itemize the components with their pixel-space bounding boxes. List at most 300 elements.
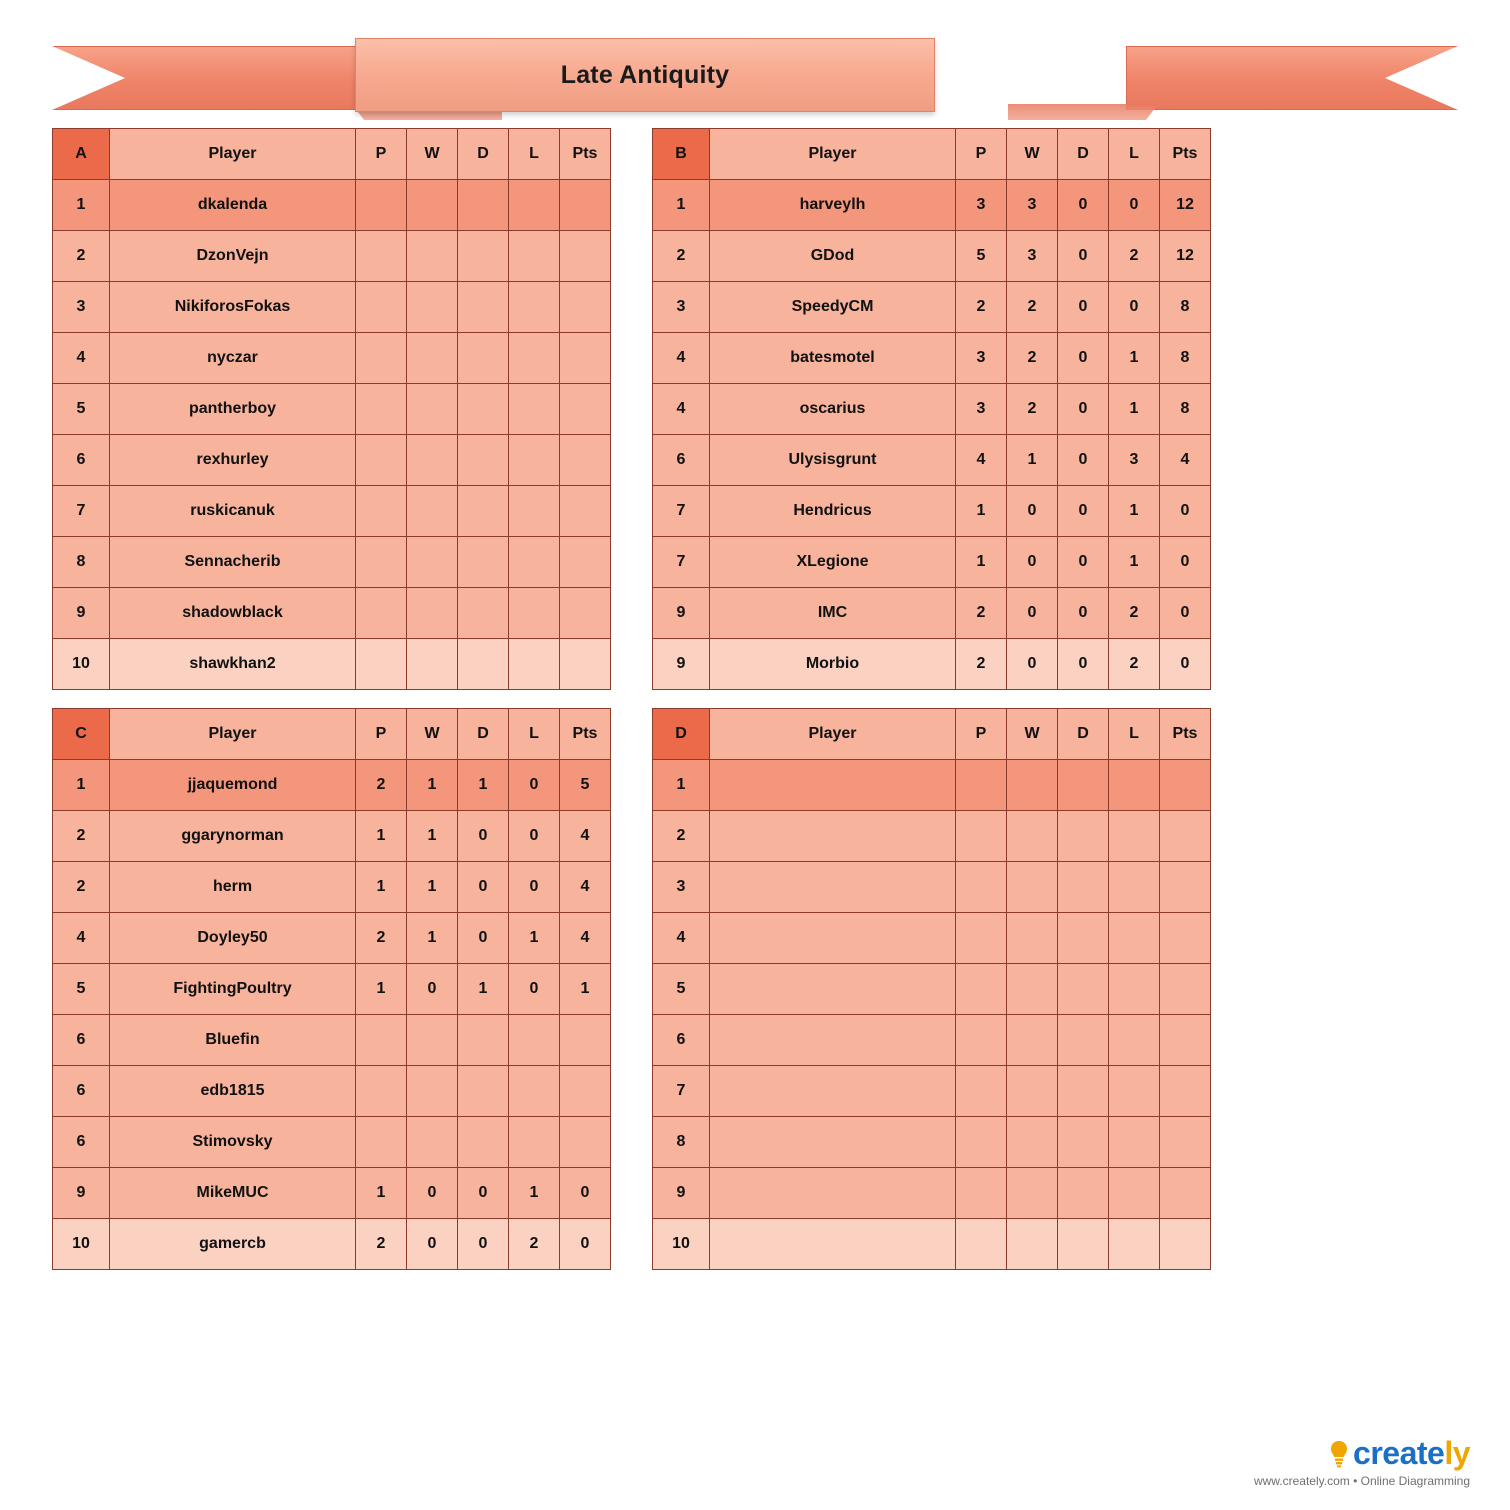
column-header-d: D <box>1058 129 1109 180</box>
lost-cell <box>1109 811 1160 862</box>
group-table-a <box>52 128 611 690</box>
points-cell <box>560 1066 611 1117</box>
points-cell <box>1160 1066 1211 1117</box>
player-cell <box>710 760 956 811</box>
player-cell <box>710 1117 956 1168</box>
rank-cell: 9 <box>653 588 710 639</box>
lost-cell: 1 <box>1109 486 1160 537</box>
drawn-cell: 0 <box>458 862 509 913</box>
lost-cell <box>1109 1117 1160 1168</box>
played-cell <box>356 282 407 333</box>
played-cell <box>956 1219 1007 1270</box>
played-cell <box>356 180 407 231</box>
played-cell <box>356 1066 407 1117</box>
points-cell <box>1160 811 1211 862</box>
table-row <box>53 1168 611 1219</box>
drawn-cell <box>1058 1117 1109 1168</box>
won-cell: 1 <box>407 913 458 964</box>
rank-cell: 4 <box>53 913 110 964</box>
drawn-cell: 0 <box>458 913 509 964</box>
lost-cell: 1 <box>1109 333 1160 384</box>
table-row <box>53 760 611 811</box>
table-row <box>653 180 1211 231</box>
player-cell: ggarynorman <box>110 811 356 862</box>
played-cell: 1 <box>356 862 407 913</box>
won-cell <box>1007 1066 1058 1117</box>
played-cell <box>956 1015 1007 1066</box>
won-cell <box>407 333 458 384</box>
lost-cell <box>509 639 560 690</box>
points-cell <box>1160 1117 1211 1168</box>
won-cell <box>1007 1117 1058 1168</box>
group-letter-header: B <box>653 129 710 180</box>
group-table-c <box>52 708 611 1270</box>
rank-cell: 6 <box>653 435 710 486</box>
won-cell: 0 <box>1007 486 1058 537</box>
points-cell <box>1160 1015 1211 1066</box>
played-cell: 2 <box>956 282 1007 333</box>
points-cell <box>560 180 611 231</box>
drawn-cell <box>458 537 509 588</box>
won-cell: 2 <box>1007 282 1058 333</box>
table-row <box>653 862 1211 913</box>
banner-ribbon-left <box>52 46 384 110</box>
lost-cell: 2 <box>1109 588 1160 639</box>
drawn-cell: 1 <box>458 760 509 811</box>
lost-cell <box>1109 1219 1160 1270</box>
drawn-cell: 0 <box>1058 384 1109 435</box>
played-cell: 3 <box>956 333 1007 384</box>
title-banner <box>0 38 1510 118</box>
played-cell: 1 <box>356 1168 407 1219</box>
lost-cell <box>1109 862 1160 913</box>
column-header-d: D <box>1058 709 1109 760</box>
drawn-cell <box>1058 964 1109 1015</box>
player-cell: shawkhan2 <box>110 639 356 690</box>
lost-cell <box>509 537 560 588</box>
banner-center-plate <box>355 38 935 112</box>
drawn-cell <box>458 282 509 333</box>
points-cell <box>560 384 611 435</box>
won-cell <box>1007 862 1058 913</box>
points-cell <box>1160 913 1211 964</box>
lost-cell: 0 <box>1109 282 1160 333</box>
column-header-pts: Pts <box>1160 709 1211 760</box>
points-cell <box>560 1117 611 1168</box>
rank-cell: 9 <box>653 639 710 690</box>
player-cell: ruskicanuk <box>110 486 356 537</box>
won-cell <box>407 1015 458 1066</box>
table-row <box>53 282 611 333</box>
drawn-cell: 0 <box>1058 537 1109 588</box>
played-cell <box>356 588 407 639</box>
drawn-cell <box>458 486 509 537</box>
table-row <box>653 1219 1211 1270</box>
played-cell <box>956 964 1007 1015</box>
rank-cell: 1 <box>53 760 110 811</box>
played-cell <box>356 384 407 435</box>
points-cell: 4 <box>560 862 611 913</box>
played-cell <box>356 1015 407 1066</box>
table-row <box>53 384 611 435</box>
table-row <box>653 588 1211 639</box>
rank-cell: 3 <box>653 282 710 333</box>
rank-cell: 7 <box>53 486 110 537</box>
player-cell: gamercb <box>110 1219 356 1270</box>
played-cell <box>956 1117 1007 1168</box>
rank-cell: 10 <box>653 1219 710 1270</box>
lost-cell <box>509 1117 560 1168</box>
won-cell: 2 <box>1007 384 1058 435</box>
rank-cell: 7 <box>653 537 710 588</box>
player-cell: NikiforosFokas <box>110 282 356 333</box>
player-cell: IMC <box>710 588 956 639</box>
table-row <box>653 811 1211 862</box>
won-cell: 0 <box>407 1168 458 1219</box>
points-cell <box>1160 760 1211 811</box>
points-cell: 0 <box>1160 639 1211 690</box>
player-cell: jjaquemond <box>110 760 356 811</box>
player-cell <box>710 1066 956 1117</box>
player-cell <box>710 1168 956 1219</box>
column-header-w: W <box>1007 709 1058 760</box>
rank-cell: 4 <box>653 384 710 435</box>
group-table-b <box>652 128 1211 690</box>
player-cell: batesmotel <box>710 333 956 384</box>
rank-cell: 2 <box>653 811 710 862</box>
table-row <box>53 862 611 913</box>
won-cell <box>1007 1015 1058 1066</box>
drawn-cell <box>458 435 509 486</box>
lost-cell <box>1109 913 1160 964</box>
points-cell: 5 <box>560 760 611 811</box>
column-header-p: P <box>956 129 1007 180</box>
lost-cell <box>1109 964 1160 1015</box>
drawn-cell <box>458 588 509 639</box>
played-cell: 2 <box>956 588 1007 639</box>
column-header-d: D <box>458 709 509 760</box>
won-cell <box>407 1117 458 1168</box>
table-row <box>653 384 1211 435</box>
creately-watermark <box>1254 1435 1470 1488</box>
player-cell: FightingPoultry <box>110 964 356 1015</box>
drawn-cell <box>458 384 509 435</box>
played-cell <box>356 1117 407 1168</box>
group-table-d <box>652 708 1211 1270</box>
lost-cell <box>509 180 560 231</box>
drawn-cell <box>1058 811 1109 862</box>
table-row <box>53 588 611 639</box>
won-cell <box>407 639 458 690</box>
player-cell: Doyley50 <box>110 913 356 964</box>
drawn-cell <box>458 1117 509 1168</box>
won-cell <box>407 282 458 333</box>
rank-cell: 4 <box>53 333 110 384</box>
table-row <box>653 964 1211 1015</box>
points-cell: 0 <box>1160 486 1211 537</box>
points-cell: 4 <box>560 913 611 964</box>
lost-cell <box>509 486 560 537</box>
player-cell: herm <box>110 862 356 913</box>
drawn-cell <box>1058 760 1109 811</box>
lost-cell: 0 <box>509 964 560 1015</box>
group-letter-header: A <box>53 129 110 180</box>
lost-cell <box>1109 1066 1160 1117</box>
banner-ribbon-right <box>1126 46 1458 110</box>
rank-cell: 9 <box>53 1168 110 1219</box>
won-cell <box>1007 760 1058 811</box>
drawn-cell <box>458 1015 509 1066</box>
won-cell: 3 <box>1007 180 1058 231</box>
player-cell: SpeedyCM <box>710 282 956 333</box>
drawn-cell: 0 <box>1058 231 1109 282</box>
played-cell <box>356 639 407 690</box>
won-cell: 1 <box>1007 435 1058 486</box>
lost-cell <box>1109 760 1160 811</box>
lost-cell: 1 <box>509 913 560 964</box>
table-row <box>53 913 611 964</box>
rank-cell: 8 <box>653 1117 710 1168</box>
won-cell <box>1007 1219 1058 1270</box>
lost-cell <box>509 1015 560 1066</box>
points-cell: 0 <box>1160 588 1211 639</box>
player-cell: rexhurley <box>110 435 356 486</box>
player-cell <box>710 1015 956 1066</box>
points-cell <box>560 537 611 588</box>
table-row <box>53 231 611 282</box>
won-cell: 1 <box>407 862 458 913</box>
rank-cell: 5 <box>53 964 110 1015</box>
played-cell: 3 <box>956 180 1007 231</box>
lost-cell <box>509 435 560 486</box>
column-header-w: W <box>1007 129 1058 180</box>
table-row <box>653 1168 1211 1219</box>
rank-cell: 3 <box>53 282 110 333</box>
rank-cell: 2 <box>53 862 110 913</box>
player-cell: Hendricus <box>710 486 956 537</box>
played-cell: 1 <box>356 964 407 1015</box>
rank-cell: 1 <box>653 760 710 811</box>
drawn-cell: 0 <box>1058 333 1109 384</box>
column-header-player: Player <box>110 129 356 180</box>
lightbulb-icon <box>1329 1440 1349 1468</box>
player-cell: Ulysisgrunt <box>710 435 956 486</box>
column-header-d: D <box>458 129 509 180</box>
points-cell: 12 <box>1160 180 1211 231</box>
player-cell <box>710 862 956 913</box>
won-cell: 0 <box>1007 639 1058 690</box>
player-cell: XLegione <box>710 537 956 588</box>
player-cell <box>710 913 956 964</box>
lost-cell: 3 <box>1109 435 1160 486</box>
drawn-cell <box>458 639 509 690</box>
column-header-pts: Pts <box>1160 129 1211 180</box>
rank-cell: 1 <box>653 180 710 231</box>
played-cell: 5 <box>956 231 1007 282</box>
lost-cell: 1 <box>1109 384 1160 435</box>
table-row <box>53 811 611 862</box>
lost-cell: 1 <box>509 1168 560 1219</box>
column-header-pts: Pts <box>560 129 611 180</box>
drawn-cell <box>1058 862 1109 913</box>
points-cell: 8 <box>1160 333 1211 384</box>
points-cell <box>560 639 611 690</box>
played-cell: 1 <box>956 537 1007 588</box>
won-cell: 0 <box>1007 537 1058 588</box>
table-row <box>653 231 1211 282</box>
drawn-cell <box>458 333 509 384</box>
points-cell: 8 <box>1160 282 1211 333</box>
player-cell: shadowblack <box>110 588 356 639</box>
points-cell: 12 <box>1160 231 1211 282</box>
table-row <box>53 1015 611 1066</box>
drawn-cell: 0 <box>1058 180 1109 231</box>
lost-cell: 2 <box>1109 639 1160 690</box>
rank-cell: 2 <box>53 811 110 862</box>
creately-tagline: www.creately.com • Online Diagramming <box>1253 1474 1470 1488</box>
rank-cell: 5 <box>53 384 110 435</box>
played-cell: 2 <box>956 639 1007 690</box>
player-cell: pantherboy <box>110 384 356 435</box>
column-header-pts: Pts <box>560 709 611 760</box>
lost-cell: 2 <box>1109 231 1160 282</box>
won-cell: 0 <box>407 964 458 1015</box>
points-cell <box>560 282 611 333</box>
points-cell <box>1160 1219 1211 1270</box>
won-cell <box>407 588 458 639</box>
points-cell: 0 <box>560 1168 611 1219</box>
table-row <box>653 333 1211 384</box>
lost-cell: 0 <box>509 811 560 862</box>
points-cell <box>1160 964 1211 1015</box>
drawn-cell <box>458 1066 509 1117</box>
lost-cell <box>509 384 560 435</box>
played-cell: 2 <box>356 1219 407 1270</box>
lost-cell: 0 <box>509 760 560 811</box>
column-header-l: L <box>1109 709 1160 760</box>
rank-cell: 2 <box>653 231 710 282</box>
table-row <box>53 1219 611 1270</box>
lost-cell <box>509 588 560 639</box>
won-cell: 2 <box>1007 333 1058 384</box>
column-header-player: Player <box>110 709 356 760</box>
played-cell: 1 <box>956 486 1007 537</box>
drawn-cell: 0 <box>458 1168 509 1219</box>
player-cell: Bluefin <box>110 1015 356 1066</box>
drawn-cell: 0 <box>1058 486 1109 537</box>
rank-cell: 3 <box>653 862 710 913</box>
rank-cell: 6 <box>53 1066 110 1117</box>
won-cell <box>407 486 458 537</box>
rank-cell: 10 <box>53 639 110 690</box>
points-cell <box>560 231 611 282</box>
drawn-cell <box>458 180 509 231</box>
played-cell <box>356 231 407 282</box>
group-letter-header: D <box>653 709 710 760</box>
group-letter-header: C <box>53 709 110 760</box>
table-row <box>653 282 1211 333</box>
lost-cell <box>1109 1168 1160 1219</box>
rank-cell: 8 <box>53 537 110 588</box>
player-cell <box>710 1219 956 1270</box>
played-cell: 3 <box>956 384 1007 435</box>
points-cell: 0 <box>1160 537 1211 588</box>
lost-cell: 0 <box>1109 180 1160 231</box>
drawn-cell <box>1058 1015 1109 1066</box>
played-cell: 2 <box>356 760 407 811</box>
lost-cell <box>1109 1015 1160 1066</box>
points-cell <box>1160 862 1211 913</box>
player-cell: MikeMUC <box>110 1168 356 1219</box>
played-cell <box>356 333 407 384</box>
points-cell: 4 <box>1160 435 1211 486</box>
played-cell <box>956 862 1007 913</box>
column-header-p: P <box>356 129 407 180</box>
rank-cell: 10 <box>53 1219 110 1270</box>
drawn-cell <box>1058 913 1109 964</box>
lost-cell: 1 <box>1109 537 1160 588</box>
points-cell: 0 <box>560 1219 611 1270</box>
drawn-cell <box>1058 1066 1109 1117</box>
column-header-p: P <box>356 709 407 760</box>
points-cell <box>560 588 611 639</box>
won-cell <box>407 231 458 282</box>
won-cell <box>407 537 458 588</box>
table-row <box>653 913 1211 964</box>
played-cell <box>956 1066 1007 1117</box>
column-header-w: W <box>407 129 458 180</box>
won-cell <box>1007 964 1058 1015</box>
player-cell: DzonVejn <box>110 231 356 282</box>
rank-cell: 7 <box>653 1066 710 1117</box>
table-row <box>653 435 1211 486</box>
played-cell: 2 <box>356 913 407 964</box>
column-header-w: W <box>407 709 458 760</box>
won-cell <box>407 384 458 435</box>
played-cell <box>956 1168 1007 1219</box>
creately-logo <box>1353 1435 1470 1472</box>
player-cell: harveylh <box>710 180 956 231</box>
banner-fold-right <box>1008 104 1158 120</box>
played-cell: 1 <box>356 811 407 862</box>
rank-cell: 9 <box>653 1168 710 1219</box>
table-row <box>653 1117 1211 1168</box>
player-cell: Morbio <box>710 639 956 690</box>
drawn-cell: 1 <box>458 964 509 1015</box>
lost-cell <box>509 1066 560 1117</box>
rank-cell: 2 <box>53 231 110 282</box>
rank-cell: 7 <box>653 486 710 537</box>
player-cell: dkalenda <box>110 180 356 231</box>
lost-cell <box>509 282 560 333</box>
column-header-l: L <box>1109 129 1160 180</box>
table-row <box>653 486 1211 537</box>
won-cell: 3 <box>1007 231 1058 282</box>
rank-cell: 9 <box>53 588 110 639</box>
drawn-cell <box>458 231 509 282</box>
won-cell: 1 <box>407 760 458 811</box>
rank-cell: 4 <box>653 333 710 384</box>
lost-cell: 0 <box>509 862 560 913</box>
player-cell <box>710 811 956 862</box>
points-cell: 8 <box>1160 384 1211 435</box>
table-row <box>53 180 611 231</box>
player-cell <box>710 964 956 1015</box>
won-cell: 0 <box>1007 588 1058 639</box>
rank-cell: 6 <box>53 435 110 486</box>
rank-cell: 6 <box>53 1117 110 1168</box>
table-row <box>53 333 611 384</box>
